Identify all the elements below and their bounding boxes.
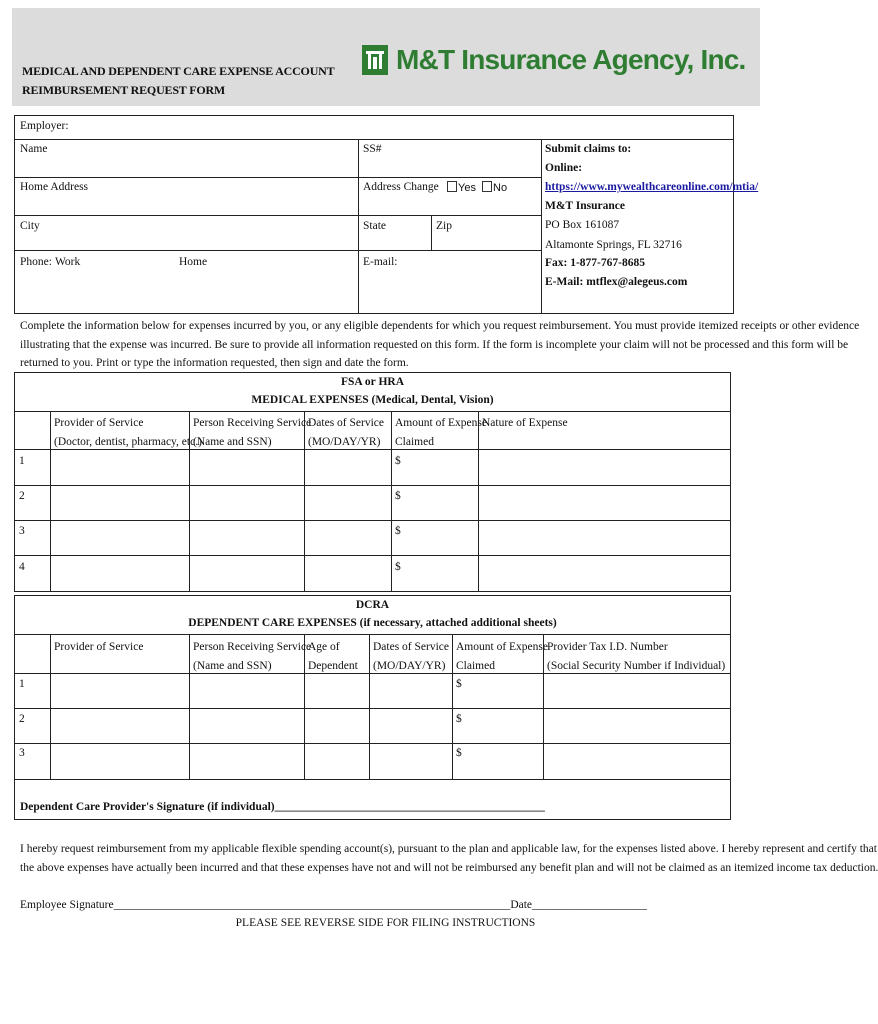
email-label: E-mail:: [363, 256, 398, 268]
med-col-person: Person Receiving Service (Name and SSN): [193, 417, 312, 448]
form-title-line2: REIMBURSEMENT REQUEST FORM: [22, 83, 226, 97]
dcra-col-person: Person Receiving Service (Name and SSN): [193, 641, 312, 672]
no-checkbox[interactable]: [482, 181, 492, 192]
instructions-line1: Complete the information below for expenses incurred by you, or any eligible dependents for which you request reimbursement. You must provide itemized receipts or other evidence: [20, 320, 860, 332]
instructions-line2: illustrating that the expense was incurred. Be sure to provide all information requested on this form. If the form is incomplete your claim will not be processed and this form will be: [20, 338, 849, 351]
med-row-3-dollar: $: [395, 525, 401, 537]
certification-line2: the above expenses have actually been incurred and that these expenses have not and will not be reimbursed any benefit plan and will not be claimed as an itemized income tax deduction.: [20, 861, 878, 874]
state-label: State: [363, 220, 386, 232]
certification-paragraph: [20, 840, 878, 877]
claims-url-link[interactable]: https://www.mywealthcareonline.com/mtia/: [545, 181, 759, 193]
employee-signature-line[interactable]: Employee Signature_____________________________________________________________________Date____________________: [20, 899, 648, 911]
med-row-2-number: 2: [19, 490, 25, 502]
med-row-1-number: 1: [19, 455, 25, 467]
provider-signature-box: [14, 780, 731, 820]
employer-label: Employer:: [20, 120, 69, 132]
submit-fax: Fax: 1-877-767-8685: [545, 257, 645, 269]
company-logo: [362, 44, 746, 76]
form-title-line1: MEDICAL AND DEPENDENT CARE EXPENSE ACCOUNT: [22, 64, 335, 78]
med-row-1-dollar: $: [395, 455, 401, 467]
logo-text: M&T Insurance Agency, Inc.: [396, 44, 746, 75]
phone-label: Phone:: [20, 256, 52, 268]
logo-mark-icon: [362, 45, 388, 75]
ss-label: SS#: [363, 143, 382, 155]
form-title: [22, 62, 334, 100]
med-col-nature: Nature of Expense: [482, 417, 568, 429]
dcra-col-amount: Amount of Expense Claimed: [456, 641, 548, 672]
dcra-row-3-dollar: $: [456, 747, 462, 759]
instructions-paragraph: [20, 317, 860, 373]
home-phone-label: Home: [179, 256, 208, 268]
instructions-line3: returned to you. Print or type the information requested, then sign and date the form.: [20, 357, 409, 369]
reverse-side-note: PLEASE SEE REVERSE SIDE FOR FILING INSTRUCTIONS: [235, 917, 536, 929]
med-row-4-number: 4: [19, 561, 25, 573]
dcra-row-1-dollar: $: [456, 678, 462, 690]
dcra-row-2-dollar: $: [456, 713, 462, 725]
submit-pobox: PO Box 161087: [545, 219, 620, 231]
home-address-label: Home Address: [20, 181, 89, 193]
work-label: Work: [55, 256, 81, 268]
online-label: Online:: [545, 162, 583, 174]
medical-heading1: FSA or HRA: [340, 376, 405, 388]
yes-checkbox[interactable]: [447, 181, 457, 192]
dcra-col-age: Age of Dependent: [308, 641, 358, 672]
city-label: City: [20, 220, 40, 232]
dcra-row-1-number: 1: [19, 678, 25, 690]
med-row-3-number: 3: [19, 525, 25, 537]
med-col-amount: Amount of Expense Claimed: [395, 417, 487, 448]
dcra-heading2: DEPENDENT CARE EXPENSES (if necessary, attached additional sheets): [188, 617, 557, 629]
dcra-heading1: DCRA: [355, 599, 390, 611]
certification-line1: I hereby request reimbursement from my applicable flexible spending account(s), pursuant to the plan and applicable law, for the expenses listed above. I hereby represent and certify that: [20, 843, 877, 855]
med-col-dates: Dates of Service (MO/DAY/YR): [308, 417, 384, 448]
no-label: No: [493, 182, 508, 194]
dcra-col-dates: Dates of Service (MO/DAY/YR): [373, 641, 449, 672]
med-col-provider: Provider of Service (Doctor, dentist, pharmacy, etc.): [54, 417, 202, 448]
dcra-row-2-number: 2: [19, 713, 25, 725]
yes-label: Yes: [458, 182, 476, 194]
address-change-options: [444, 181, 507, 194]
provider-signature-line[interactable]: Dependent Care Provider's Signature (if individual)_______________________________________________: [20, 801, 545, 813]
zip-label: Zip: [436, 220, 452, 232]
med-row-4-dollar: $: [395, 561, 401, 573]
med-row-2-dollar: $: [395, 490, 401, 502]
dcra-row-3-number: 3: [19, 747, 25, 759]
dcra-col-taxid: Provider Tax I.D. Number (Social Security Number if Individual): [547, 641, 726, 672]
address-change-label: Address Change: [363, 181, 439, 193]
submit-city: Altamonte Springs, FL 32716: [545, 239, 682, 251]
dcra-col-provider: Provider of Service: [54, 641, 144, 653]
submit-email: E-Mail: mtflex@alegeus.com: [545, 276, 688, 288]
medical-heading2: MEDICAL EXPENSES (Medical, Dental, Vision): [251, 394, 494, 406]
name-label: Name: [20, 143, 48, 155]
submit-company: M&T Insurance: [545, 200, 625, 212]
submit-claims-label: Submit claims to:: [545, 143, 632, 155]
